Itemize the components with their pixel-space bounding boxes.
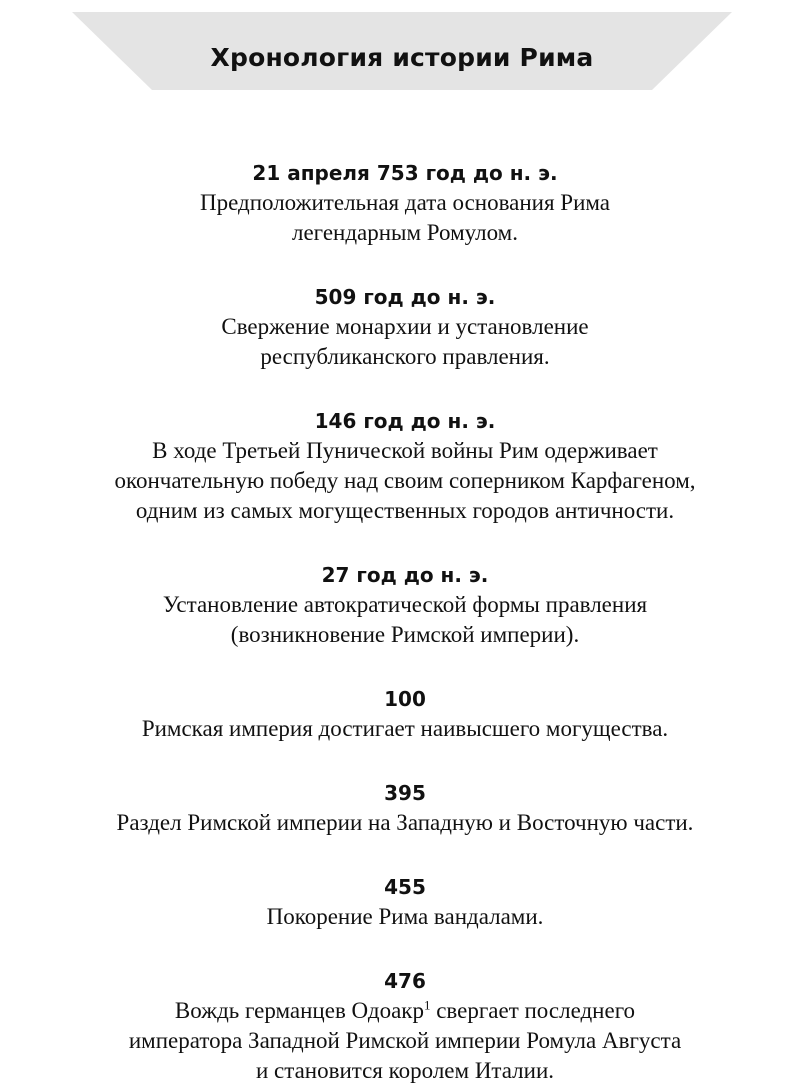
description-line: одним из самых могущественных городов античности. xyxy=(135,498,675,523)
timeline-entry xyxy=(40,872,770,932)
entry-description xyxy=(40,714,770,744)
timeline-entry xyxy=(40,684,770,744)
entry-date: 395 xyxy=(384,781,426,805)
description-line: и становится королем Италии. xyxy=(255,1058,555,1083)
page-title: Хронология истории Рима xyxy=(210,43,594,72)
timeline-entry xyxy=(40,966,770,1086)
timeline-entry xyxy=(40,406,770,526)
description-line xyxy=(40,996,770,1026)
description-line: Предположительная дата основания Рима xyxy=(199,190,610,215)
timeline-entry xyxy=(40,282,770,372)
entry-date: 146 год до н. э. xyxy=(314,409,496,433)
description-line: В ходе Третьей Пунической войны Рим одерживает xyxy=(152,438,658,463)
entry-description xyxy=(40,996,770,1086)
entry-description xyxy=(40,808,770,838)
timeline-entry xyxy=(40,158,770,248)
entry-description xyxy=(40,436,770,526)
timeline-entry xyxy=(40,778,770,838)
line-text: Вождь германцев Одоакр xyxy=(174,998,424,1023)
timeline-entry xyxy=(40,560,770,650)
description-line: республиканского правления. xyxy=(260,344,550,369)
description-line: Покорение Рима вандалами. xyxy=(266,904,544,929)
entry-date: 455 xyxy=(384,875,426,899)
entry-date: 21 апреля 753 год до н. э. xyxy=(252,161,558,185)
description-line: окончательную победу над своим соперником Карфагеном, xyxy=(114,468,696,493)
entry-date: 509 год до н. э. xyxy=(314,285,496,309)
entry-date: 100 xyxy=(384,687,426,711)
description-line: императора Западной Римской империи Ромула Августа xyxy=(128,1028,682,1053)
entry-description xyxy=(40,902,770,932)
description-line: (возникновение Римской империи). xyxy=(230,622,580,647)
description-line: легендарным Ромулом. xyxy=(292,220,518,245)
footnote-marker: 1 xyxy=(423,997,431,1013)
entry-description xyxy=(40,590,770,650)
description-line: Свержение монархии и установление xyxy=(221,314,589,339)
title-banner xyxy=(72,12,732,90)
description-line: Римская империя достигает наивысшего могущества. xyxy=(141,716,669,741)
entry-date: 476 xyxy=(384,969,426,993)
timeline xyxy=(40,158,770,1086)
line-text-continued: свергает последнего xyxy=(430,998,636,1023)
entry-description xyxy=(40,188,770,248)
entry-date: 27 год до н. э. xyxy=(321,563,489,587)
entry-description xyxy=(40,312,770,372)
description-line: Установление автократической формы правления xyxy=(162,592,648,617)
description-line: Раздел Римской империи на Западную и Восточную части. xyxy=(116,810,694,835)
